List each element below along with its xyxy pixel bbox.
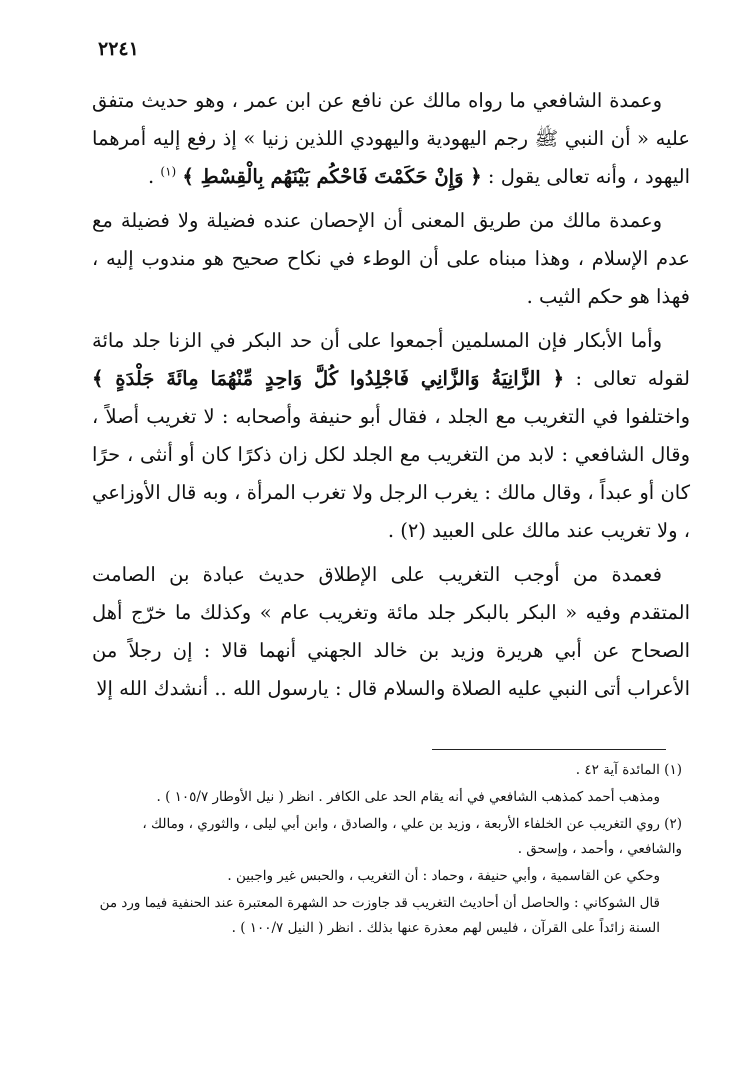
- paragraph-text: وعمدة مالك من طريق المعنى أن الإحصان عنده فضيلة ولا فضيلة مع عدم الإسلام ، وهذا مبناه على أن الوطء في نكاح صحيح هو مندوب إليه ، فهذا هو حكم الثيب .: [92, 209, 690, 308]
- footnote-2: (٢) روي التغريب عن الخلفاء الأربعة ، وزيد بن علي ، والصادق ، وابن أبي ليلى ، والثوري ، ومالك ، والشافعي ، وأحمد ، وإسحق .: [142, 816, 682, 857]
- paragraph-2: [92, 202, 690, 316]
- footnote-2-continuation: وحكي عن القاسمية ، وأبي حنيفة ، وحماد : أن التغريب ، والحبس غير واجبين .: [227, 868, 660, 884]
- paragraph-3: [92, 322, 690, 550]
- paragraph-1: [92, 82, 690, 196]
- paragraph-text: .: [147, 165, 155, 188]
- paragraph-text: فعمدة من أوجب التغريب على الإطلاق حديث عبادة بن الصامت المتقدم وفيه « البكر بالبكر جلد مائة وتغريب عام » وكذلك ما خرّج أهل الصحاح عن أبي هريرة وزيد بن خالد الجهني أنهما قالا : إن رجلاً من الأعراب أتى النبي عليه الصلاة والسلام قال : يارسول الله .. أنشدك الله إلا: [92, 563, 690, 700]
- footnote-1-continuation: ومذهب أحمد كمذهب الشافعي في أنه يقام الحد على الكافر . انظر ( نيل الأوطار ١٠٥/٧ ) .: [156, 789, 660, 805]
- quran-verse: ﴿ الزَّانِيَةُ وَالزَّانِي فَاجْلِدُوا كُلَّ وَاحِدٍ مِّنْهُمَا مِائَةَ جَلْدَةٍ ﴾: [92, 367, 565, 390]
- paragraph-text: وعمدة الشافعي ما رواه مالك عن نافع عن ابن عمر ، وهو حديث متفق عليه « أن النبي ﷺ رجم اليهودية واليهودي اللذين زنيا » إذ رفع إليه أمرهما اليهود ، وأنه تعالى يقول :: [92, 89, 690, 188]
- footnote-divider: [432, 749, 666, 750]
- page-number: ٢٢٤١: [98, 38, 139, 60]
- main-text: [92, 82, 690, 714]
- footnote-2-continuation: قال الشوكاني : والحاصل أن أحاديث التغريب قد جاوزت حد الشهرة المعتبرة عند الحنفية فيما ورد من السنة زائداً على القرآن ، فليس لهم معذرة عنها بذلك . انظر ( النيل ١٠٠/٧ ) .: [99, 895, 660, 936]
- footnote-reference: (١): [160, 164, 177, 179]
- quran-verse: ﴿ وَإِنْ حَكَمْتَ فَاحْكُم بَيْنَهُم بِالْقِسْطِ ﴾: [182, 165, 482, 188]
- paragraph-text: وأما الأبكار فإن المسلمين أجمعوا على أن حد البكر في الزنا جلد مائة لقوله تعالى :: [92, 329, 690, 390]
- footnotes: [92, 758, 682, 943]
- paragraph-4: [92, 556, 690, 708]
- paragraph-text: واختلفوا في التغريب مع الجلد ، فقال أبو حنيفة وأصحابه : لا تغريب أصلاً ، وقال الشافعي : لابد من التغريب مع الجلد لكل زان ذكرًا كان أو أنثى ، حرًا كان أو عبداً ، وقال مالك : يغرب الرجل ولا تغرب المرأة ، وبه قال الأوزاعي ، ولا تغريب عند مالك على العبيد (٢) .: [92, 405, 690, 542]
- footnote-1: (١) المائدة آية ٤٢ .: [575, 762, 682, 778]
